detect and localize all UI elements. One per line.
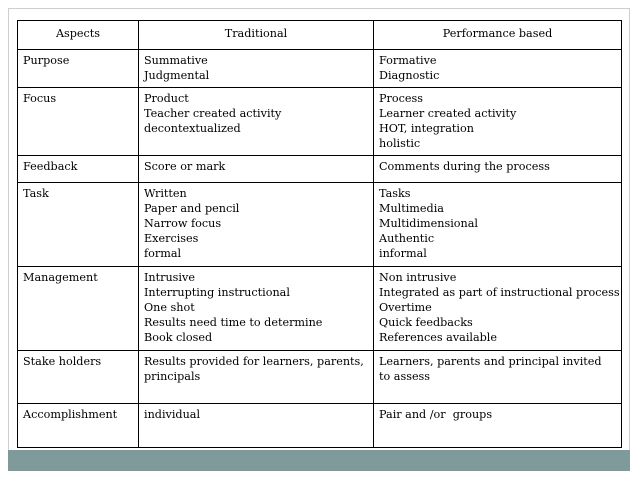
cell-line: Diagnostic bbox=[379, 69, 440, 82]
header-traditional: Traditional bbox=[139, 21, 374, 50]
cell-line: Judgmental bbox=[144, 69, 210, 82]
cell-line: Book closed bbox=[144, 331, 213, 344]
cell-line: Learner created activity bbox=[379, 107, 517, 120]
cell-line: Overtime bbox=[379, 301, 432, 314]
cell-line: individual bbox=[144, 408, 201, 421]
row-aspect: Focus bbox=[18, 88, 139, 156]
cell-line: Written bbox=[144, 187, 187, 200]
header-performance-based: Performance based bbox=[374, 21, 622, 50]
performance-cell bbox=[374, 156, 622, 183]
cell-line: Authentic bbox=[379, 232, 435, 245]
cell-line: Tasks bbox=[379, 187, 411, 200]
cell-line: Summative bbox=[144, 54, 208, 67]
table-row bbox=[18, 88, 622, 156]
cell-line: One shot bbox=[144, 301, 195, 314]
traditional-cell bbox=[139, 351, 374, 404]
row-aspect: Task bbox=[18, 183, 139, 267]
cell-line: Paper and pencil bbox=[144, 202, 240, 215]
cell-line: Process bbox=[379, 92, 423, 105]
cell-line: References available bbox=[379, 331, 498, 344]
cell-line: Formative bbox=[379, 54, 437, 67]
traditional-cell bbox=[139, 267, 374, 351]
comparison-table-container bbox=[17, 20, 622, 448]
cell-line: Quick feedbacks bbox=[379, 316, 473, 329]
slide-bottom-band bbox=[8, 450, 630, 471]
performance-cell bbox=[374, 50, 622, 88]
cell-line: HOT, integration bbox=[379, 122, 474, 135]
traditional-cell bbox=[139, 88, 374, 156]
table-row bbox=[18, 156, 622, 183]
performance-cell bbox=[374, 404, 622, 448]
traditional-cell bbox=[139, 156, 374, 183]
cell-line: Multimedia bbox=[379, 202, 444, 215]
traditional-cell bbox=[139, 404, 374, 448]
row-aspect: Management bbox=[18, 267, 139, 351]
cell-line: Exercises bbox=[144, 232, 199, 245]
cell-line: Interrupting instructional bbox=[144, 286, 290, 299]
cell-line: Non intrusive bbox=[379, 271, 457, 284]
row-aspect: Accomplishment bbox=[18, 404, 139, 448]
cell-line: Results need time to determine bbox=[144, 316, 323, 329]
cell-line: Teacher created activity bbox=[144, 107, 282, 120]
cell-line: formal bbox=[144, 247, 182, 260]
performance-cell bbox=[374, 88, 622, 156]
traditional-cell bbox=[139, 50, 374, 88]
performance-cell bbox=[374, 351, 622, 404]
row-aspect: Feedback bbox=[18, 156, 139, 183]
header-aspects: Aspects bbox=[18, 21, 139, 50]
table-row bbox=[18, 351, 622, 404]
cell-line: Narrow focus bbox=[144, 217, 222, 230]
table-row bbox=[18, 183, 622, 267]
cell-line: Learners, parents and principal invited to assess bbox=[379, 355, 602, 383]
cell-line: Pair and /or groups bbox=[379, 408, 493, 421]
row-aspect: Purpose bbox=[18, 50, 139, 88]
cell-line: Product bbox=[144, 92, 189, 105]
cell-line: Results provided for learners, parents, principals bbox=[144, 355, 364, 383]
row-aspect: Stake holders bbox=[18, 351, 139, 404]
performance-cell bbox=[374, 183, 622, 267]
comparison-table bbox=[17, 20, 622, 448]
table-row bbox=[18, 404, 622, 448]
cell-line: Intrusive bbox=[144, 271, 195, 284]
header-row bbox=[18, 21, 622, 50]
cell-line: Comments during the process bbox=[379, 160, 550, 173]
cell-line: decontextualized bbox=[144, 122, 241, 135]
performance-cell bbox=[374, 267, 622, 351]
cell-line: Integrated as part of instructional process bbox=[379, 286, 620, 299]
traditional-cell bbox=[139, 183, 374, 267]
table-row bbox=[18, 50, 622, 88]
cell-line: Multidimensional bbox=[379, 217, 478, 230]
table-row bbox=[18, 267, 622, 351]
cell-line: holistic bbox=[379, 137, 421, 150]
cell-line: informal bbox=[379, 247, 427, 260]
cell-line: Score or mark bbox=[144, 160, 226, 173]
